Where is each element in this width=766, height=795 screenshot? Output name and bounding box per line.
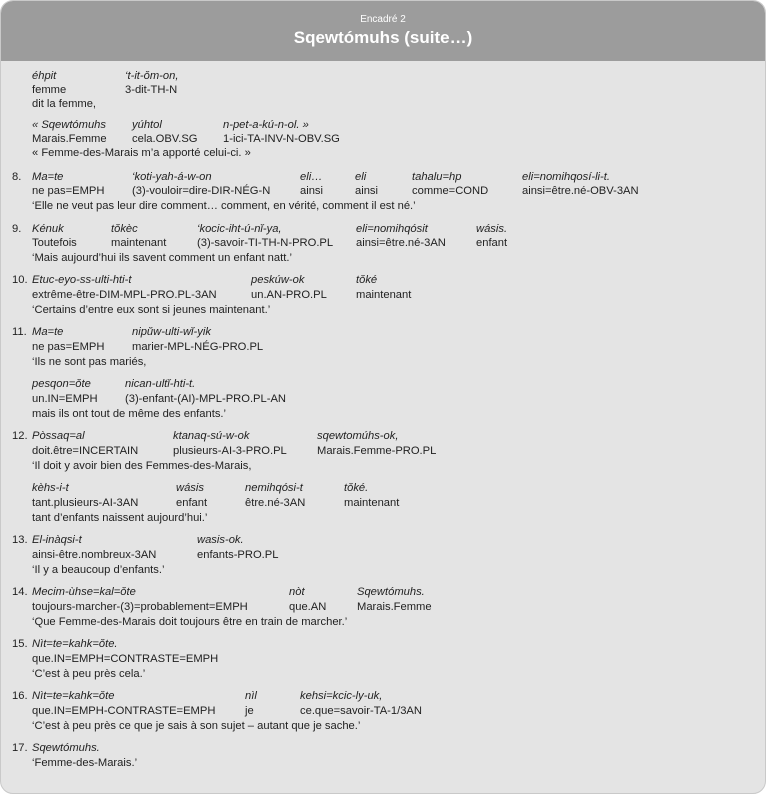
gloss-line [1, 236, 765, 251]
gloss-word: nican-ultĭ-hti-t. [125, 378, 196, 390]
gloss-word: kehsi=kcic-ly-uk, [300, 690, 383, 702]
source-line [1, 741, 765, 756]
gloss-line [1, 548, 765, 563]
example-number: 16. [12, 690, 28, 702]
box-label: Encadré 2 [360, 14, 406, 25]
gloss-word: Ma=te [32, 326, 64, 338]
gloss-word: éhpit [32, 70, 57, 82]
translation-line [1, 407, 765, 422]
translation-line [1, 251, 765, 266]
gloss-word: ‘Mais aujourd’hui ils savent comment un enfant natt.’ [32, 252, 292, 264]
gloss-word: ‘kocic-iht-ú-nĭ-ya, [197, 223, 282, 235]
gloss-word: extrême-être-DIM-MPL-PRO.PL-3AN [32, 289, 217, 301]
box-title: Sqewtómuhs (suite…) [293, 28, 473, 47]
source-line [1, 377, 765, 392]
gloss-word: plusieurs-AI-3-PRO.PL [173, 445, 287, 457]
gloss-word: eli=nomihqosí-li-t. [522, 171, 610, 183]
gloss-word: Mecim-ùhse=kal=ŏte [32, 586, 136, 598]
gloss-line [1, 444, 765, 459]
source-line [1, 585, 765, 600]
translation-line [1, 756, 765, 771]
translation-line [1, 667, 765, 682]
gloss-word: ainsi=être.né-3AN [356, 237, 446, 249]
gloss-word: un.AN-PRO.PL [251, 289, 327, 301]
gloss-word: ‘Ils ne sont pas mariés, [32, 356, 147, 368]
gloss-word: ne pas=EMPH [32, 185, 105, 197]
gloss-line [1, 704, 765, 719]
gloss-word: ‘C’est à peu près ce que je sais à son sujet – autant que je sache.’ [32, 720, 361, 732]
source-line [1, 689, 765, 704]
gloss-word: maintenant [111, 237, 167, 249]
gloss-word: ‘koti-yah-á-w-on [132, 171, 212, 183]
gloss-word: Nìt=te=kahk=ŏte. [32, 638, 118, 650]
gloss-word: Nìt=te=kahk=ŏte [32, 690, 115, 702]
example-number: 11. [12, 326, 27, 338]
gloss-word: « Sqewtómuhs [32, 119, 107, 131]
gloss-word: Kénuk [32, 223, 64, 235]
gloss-word: 1-ici-TA-INV-N-OBV.SG [223, 133, 340, 145]
gloss-word: être.né-3AN [245, 497, 306, 509]
translation-line [1, 719, 765, 734]
gloss-line [1, 496, 765, 511]
gloss-word: nìl [245, 690, 257, 702]
gloss-word: Pòssaq=al [32, 430, 85, 442]
gloss-line [1, 340, 765, 355]
gloss-word: ainsi [300, 185, 324, 197]
gloss-word: Marais.Femme [357, 601, 432, 613]
source-line [1, 481, 765, 496]
gloss-line [1, 132, 765, 147]
gloss-word: wásis [176, 482, 204, 494]
gloss-word: wásis. [476, 223, 508, 235]
gloss-word: un.IN=EMPH [32, 393, 98, 405]
gloss-line [1, 392, 765, 407]
source-line [1, 273, 765, 288]
gloss-word: wasis-ok. [197, 534, 244, 546]
gloss-word: n-pet-a-kú-n-ol. » [223, 119, 309, 131]
gloss-word: ainsi=être.né-OBV-3AN [522, 185, 639, 197]
gloss-word: nòt [289, 586, 305, 598]
gloss-word: ainsi [355, 185, 379, 197]
translation-line [1, 199, 765, 214]
gloss-word: ‘Il y a beaucoup d’enfants.’ [32, 564, 165, 576]
gloss-word: ‘C’est à peu près cela.’ [32, 668, 146, 680]
gloss-line [1, 288, 765, 303]
gloss-word: eli… [300, 171, 323, 183]
example-number: 17. [12, 742, 28, 754]
gloss-word: Marais.Femme [32, 133, 107, 145]
gloss-word: yúhtol [132, 119, 162, 131]
gloss-word: cela.OBV.SG [132, 133, 198, 145]
gloss-word: eli [355, 171, 367, 183]
gloss-word: peskúw-ok [251, 274, 305, 286]
gloss-line [1, 652, 765, 667]
source-line [1, 429, 765, 444]
translation-line [1, 511, 765, 526]
gloss-word: ‘t-it-ŏm-on, [125, 70, 179, 82]
gloss-word: Etuc-eyo-ss-ulti-hti-t [32, 274, 132, 286]
gloss-word: tant d’enfants naissent aujourd’hui.’ [32, 512, 208, 524]
gloss-word: 3-dit-TH-N [125, 84, 178, 96]
gloss-word: Sqewtómuhs. [357, 586, 425, 598]
gloss-word: toujours-marcher-(3)=probablement=EMPH [32, 601, 248, 613]
translation-line [1, 563, 765, 578]
gloss-word: enfant [176, 497, 208, 509]
gloss-word: comme=COND [412, 185, 489, 197]
gloss-word: ‘Que Femme-des-Marais doit toujours être en train de marcher.’ [32, 616, 348, 628]
gloss-word: (3)-savoir-TI-TH-N-PRO.PL [197, 237, 334, 249]
example-number: 9. [12, 223, 22, 235]
translation-line [1, 146, 765, 161]
example-number: 14. [12, 586, 28, 598]
gloss-word: (3)-vouloir=dire-DIR-NÉG-N [132, 185, 271, 197]
gloss-word: (3)-enfant-(AI)-MPL-PRO.PL-AN [125, 393, 287, 405]
example-number: 15. [12, 638, 28, 650]
gloss-word: maintenant [344, 497, 400, 509]
gloss-word: femme [32, 84, 67, 96]
gloss-word: tŏké. [344, 482, 369, 494]
example-number: 13. [12, 534, 28, 546]
translation-line [1, 97, 765, 112]
gloss-line [1, 83, 765, 98]
gloss-word: que.IN=EMPH-CONTRASTE=EMPH [32, 705, 216, 717]
example-number: 10. [12, 274, 28, 286]
gloss-line [1, 184, 765, 199]
gloss-word: enfants-PRO.PL [197, 549, 279, 561]
gloss-word: El-inàqsi-t [32, 534, 82, 546]
gloss-word: kèhs-i-t [32, 482, 69, 494]
gloss-line [1, 600, 765, 615]
gloss-word: ne pas=EMPH [32, 341, 105, 353]
gloss-word: ‘Elle ne veut pas leur dire comment… comment, en vérité, comment il est né.’ [32, 200, 416, 212]
gloss-word: mais ils ont tout de même des enfants.’ [32, 408, 227, 420]
gloss-word: que.IN=EMPH=CONTRASTE=EMPH [32, 653, 219, 665]
gloss-word: ainsi-être.nombreux-3AN [32, 549, 157, 561]
source-line [1, 637, 765, 652]
gloss-word: ‘Il doit y avoir bien des Femmes-des-Marais, [32, 460, 252, 472]
gloss-word: ‘Certains d’entre eux sont si jeunes maintenant.’ [32, 304, 271, 316]
box-header [1, 1, 765, 61]
gloss-word: je [245, 705, 254, 717]
gloss-word: eli=nomihqósit [356, 223, 428, 235]
example-number: 8. [12, 171, 22, 183]
gloss-word: tŏkèc [111, 223, 138, 235]
gloss-word: « Femme-des-Marais m’a apporté celui-ci. » [32, 147, 251, 159]
gloss-word: tŏké [356, 274, 378, 286]
gloss-word: doit.être=INCERTAIN [32, 445, 139, 457]
source-line [1, 118, 765, 133]
translation-line [1, 615, 765, 630]
example-number: 12. [12, 430, 28, 442]
gloss-word: Sqewtómuhs. [32, 742, 100, 754]
gloss-word: marier-MPL-NÉG-PRO.PL [132, 341, 264, 353]
translation-line [1, 459, 765, 474]
source-line [1, 170, 765, 185]
gloss-word: enfant [476, 237, 508, 249]
source-line [1, 533, 765, 548]
gloss-word: sqewtomúhs-ok, [317, 430, 399, 442]
gloss-word: ce.que=savoir-TA-1/3AN [300, 705, 422, 717]
source-line [1, 222, 765, 237]
gloss-word: Toutefois [32, 237, 77, 249]
gloss-word: nemihqósi-t [245, 482, 303, 494]
gloss-word: pesqon=ŏte [32, 378, 91, 390]
gloss-word: nipŭw-ulti-wĭ-yik [132, 326, 211, 338]
source-line [1, 69, 765, 84]
translation-line [1, 303, 765, 318]
gloss-word: ‘Femme-des-Marais.’ [32, 757, 138, 769]
source-line [1, 325, 765, 340]
gloss-word: maintenant [356, 289, 412, 301]
gloss-word: dit la femme, [32, 98, 97, 110]
gloss-word: tahalu=hp [412, 171, 462, 183]
gloss-word: Ma=te [32, 171, 64, 183]
gloss-word: que.AN [289, 601, 327, 613]
translation-line [1, 355, 765, 370]
gloss-word: tant.plusieurs-AI-3AN [32, 497, 139, 509]
gloss-word: ktanaq-sú-w-ok [173, 430, 250, 442]
gloss-content [1, 61, 765, 793]
gloss-word: Marais.Femme-PRO.PL [317, 445, 437, 457]
